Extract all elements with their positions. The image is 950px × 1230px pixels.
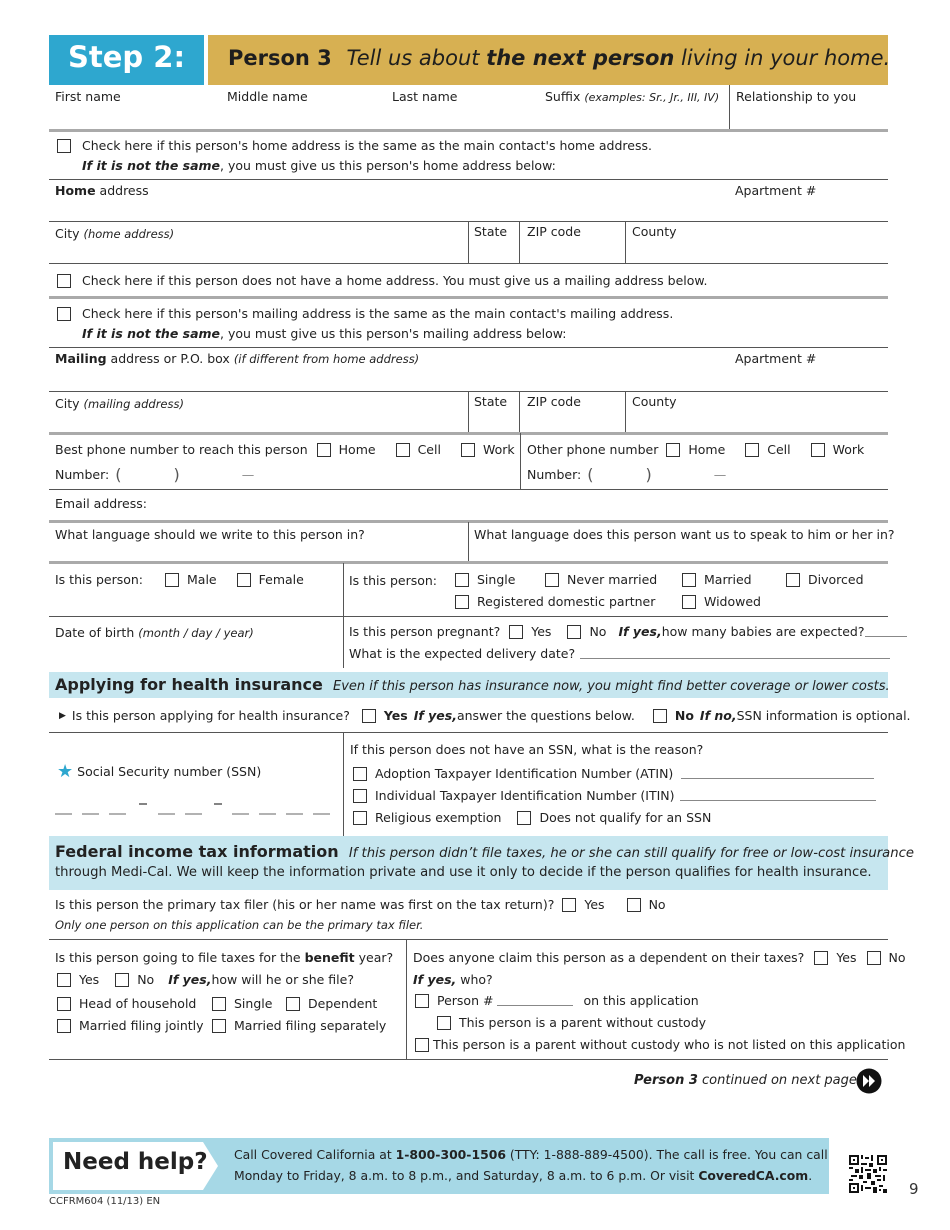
home-apartment-label: Apartment # (735, 183, 817, 198)
married-checkbox[interactable] (682, 573, 696, 587)
relationship-input-area[interactable] (731, 104, 888, 128)
on-application-label: on this application (583, 993, 699, 1008)
delivery-input[interactable] (580, 649, 890, 659)
person-number-checkbox[interactable] (415, 994, 429, 1008)
home-not-same-text: If it is not the same, you must give us this person's home address below: (82, 158, 556, 173)
mailing-same-row (57, 306, 673, 321)
star-icon: ★ (57, 761, 74, 782)
babies-input[interactable] (865, 627, 907, 637)
health-subtitle: Even if this person has insurance now, you might find better coverage or lower costs. (333, 679, 890, 694)
mailing-address-input[interactable] (49, 366, 888, 390)
claim-no-checkbox[interactable] (867, 951, 881, 965)
mailing-zip-label: ZIP code (527, 394, 581, 409)
step-label: Step 2: (68, 40, 186, 74)
hoh-checkbox[interactable] (57, 997, 71, 1011)
best-phone-work-label: Work (482, 442, 515, 457)
tagline-bold: the next person (486, 46, 675, 70)
help-line-2: Monday to Friday, 8 a.m. to 8 p.m., and Saturday, 8 a.m. to 6 p.m. Or visit CoveredCA.com. (234, 1168, 813, 1183)
pregnant-no-checkbox[interactable] (567, 625, 581, 639)
best-phone-number-input[interactable] (110, 462, 510, 486)
home-county-label: County (632, 224, 677, 239)
file-taxes-question: Is this person going to file taxes for the benefit year? (55, 950, 394, 965)
divider (49, 732, 888, 733)
divorced-option (786, 572, 864, 587)
best-phone-home-label: Home (338, 442, 376, 457)
religious-checkbox[interactable] (353, 811, 367, 825)
mailing-state-label: State (474, 394, 508, 409)
dob-input[interactable] (49, 642, 341, 666)
other-phone-cell-checkbox[interactable] (745, 443, 759, 457)
married-option (682, 572, 752, 587)
mailing-county-label: County (632, 394, 677, 409)
no-ssn-reason-label: If this person does not have an SSN, what is the reason? (350, 742, 704, 757)
other-phone-home-label: Home (688, 442, 726, 457)
tax-subtitle-1: If this person didn’t file taxes, he or she can still qualify for free or low-cost insurance (348, 846, 914, 861)
best-phone-number-label: Number: (55, 467, 110, 482)
best-phone-cell-checkbox[interactable] (396, 443, 410, 457)
widowed-option (682, 594, 761, 609)
speak-language-label: What language does this person want us to speak to him or her in? (474, 527, 895, 542)
home-address-input[interactable] (49, 198, 888, 220)
divider (49, 561, 888, 564)
file-yes-label: Yes (79, 972, 100, 987)
religious-option (353, 810, 711, 825)
home-state-label: State (474, 224, 508, 239)
divider (49, 296, 888, 299)
best-phone-label: Best phone number to reach this person (55, 442, 308, 457)
email-input[interactable] (150, 492, 888, 518)
person-number-label: Person # (437, 993, 494, 1008)
male-label: Male (187, 572, 217, 587)
never-married-checkbox[interactable] (545, 573, 559, 587)
divorced-label: Divorced (808, 572, 864, 587)
file-yes-checkbox[interactable] (57, 973, 71, 987)
applying-yes-checkbox[interactable] (362, 709, 376, 723)
applying-no-rest: SSN information is optional. (736, 708, 911, 723)
divider (625, 221, 626, 263)
primary-yes-checkbox[interactable] (562, 898, 576, 912)
no-home-row (57, 273, 707, 288)
mfj-option (57, 1018, 204, 1033)
delivery-row (349, 646, 890, 661)
health-title: Applying for health insurance (55, 675, 323, 694)
mfs-label: Married filing separately (234, 1018, 387, 1033)
ssn-label: Social Security number (SSN) (77, 764, 262, 779)
never-married-label: Never married (567, 572, 658, 587)
never-married-option (545, 572, 657, 587)
ssn-blanks (55, 798, 337, 818)
hoh-label: Head of household (79, 996, 197, 1011)
not-qualify-label: Does not qualify for an SSN (539, 810, 712, 825)
parent-not-listed-label: This person is a parent without custody who is not listed on this application (433, 1037, 906, 1052)
single-option (455, 572, 515, 587)
divider (49, 1059, 888, 1060)
divider (49, 263, 888, 264)
home-same-checkbox[interactable] (57, 139, 71, 153)
best-phone-home-checkbox[interactable] (317, 443, 331, 457)
person-number-input[interactable] (497, 996, 573, 1006)
how-file-label: how will he or she file? (211, 972, 354, 987)
write-language-label: What language should we write to this person in? (55, 527, 365, 542)
delivery-label: What is the expected delivery date? (349, 646, 576, 661)
divider (343, 733, 344, 836)
female-checkbox[interactable] (237, 573, 251, 587)
best-phone-row (55, 442, 515, 457)
atin-checkbox[interactable] (353, 767, 367, 781)
other-phone-number-input[interactable] (582, 462, 882, 486)
dependent-label: Dependent (308, 996, 378, 1011)
pregnant-if-yes: If yes, (618, 624, 662, 639)
not-qualify-checkbox[interactable] (517, 811, 531, 825)
applying-if-yes: If yes, (413, 708, 457, 723)
paren: ( (115, 465, 122, 484)
name-input-area[interactable] (49, 104, 729, 128)
widowed-checkbox[interactable] (682, 595, 696, 609)
form-code: CCFRM604 (11/13) EN (49, 1196, 161, 1207)
applying-row (59, 708, 911, 723)
itin-option (353, 788, 876, 803)
filing-single-label: Single (234, 996, 273, 1011)
divider (49, 179, 888, 180)
divider (729, 85, 730, 129)
home-same-text: Check here if this person's home address is the same as the main contact's home address. (82, 138, 652, 153)
other-phone-label: Other phone number (527, 442, 659, 457)
gender-label: Is this person: (55, 572, 144, 587)
tax-heading (55, 842, 914, 861)
mfs-checkbox[interactable] (212, 1019, 226, 1033)
tagline-post: living in your home. (674, 46, 891, 70)
pregnant-yes-checkbox[interactable] (509, 625, 523, 639)
home-zip-label: ZIP code (527, 224, 581, 239)
applying-yes-rest: answer the questions below. (456, 708, 635, 723)
babies-label: how many babies are expected? (661, 624, 865, 639)
mfs-option (212, 1018, 386, 1033)
male-checkbox[interactable] (165, 573, 179, 587)
dependent-claim-question: Does anyone claim this person as a dependent on their taxes? (413, 950, 805, 965)
dependent-checkbox[interactable] (286, 997, 300, 1011)
pregnant-yes-label: Yes (531, 624, 552, 639)
single-checkbox[interactable] (455, 573, 469, 587)
no-home-checkbox[interactable] (57, 274, 71, 288)
next-page-icon[interactable] (856, 1068, 882, 1094)
other-phone-work-label: Work (832, 442, 865, 457)
mailing-address-label: Mailing address or P.O. box (if different from home address) (55, 351, 420, 366)
divider (406, 940, 407, 1059)
mailing-apartment-label: Apartment # (735, 351, 817, 366)
dependent-claim-row (413, 950, 906, 965)
rdp-option (455, 594, 655, 609)
itin-checkbox[interactable] (353, 789, 367, 803)
applying-no-label: No (674, 708, 694, 723)
person-number: Person 3 (228, 46, 332, 70)
applying-yes-label: Yes (383, 708, 408, 723)
suffix-label: Suffix (examples: Sr., Jr., III, IV) (545, 89, 720, 104)
claim-yes-label: Yes (836, 950, 857, 965)
no-home-text: Check here if this person does not have a home address. You must give us a mailing address below. (82, 273, 708, 288)
atin-input[interactable] (681, 769, 874, 779)
pregnant-no-label: No (589, 624, 607, 639)
parent-not-listed-checkbox[interactable] (415, 1038, 429, 1052)
itin-label: Individual Taxpayer Identification Number (ITIN) (375, 788, 675, 803)
divider (49, 616, 888, 617)
file-no-label: No (137, 972, 155, 987)
primary-yes-label: Yes (584, 897, 605, 912)
parent-no-custody-label: This person is a parent without custody (459, 1015, 707, 1030)
divider (468, 522, 469, 562)
dob-label: Date of birth (month / day / year) (55, 625, 254, 640)
person-number-option (415, 993, 699, 1008)
home-same-row (57, 138, 652, 153)
site-link[interactable]: CoveredCA.com (698, 1168, 809, 1183)
tagline-pre: Tell us about (346, 46, 487, 70)
divider (49, 939, 888, 940)
filing-single-checkbox[interactable] (212, 997, 226, 1011)
applying-question: Is this person applying for health insurance? (71, 708, 350, 723)
paren: ( (587, 465, 594, 484)
qr-code (849, 1155, 887, 1193)
female-label: Female (258, 572, 304, 587)
religious-label: Religious exemption (375, 810, 502, 825)
mailing-same-text: Check here if this person's mailing address is the same as the main contact's mailing address. (82, 306, 674, 321)
last-name-label: Last name (392, 89, 458, 104)
file-no-checkbox[interactable] (115, 973, 129, 987)
divorced-checkbox[interactable] (786, 573, 800, 587)
health-heading (55, 675, 890, 694)
dash: — (713, 467, 727, 482)
tax-subtitle-2: through Medi-Cal. We will keep the information private and use it only to decide if the person qualifies for health insurance. (55, 865, 872, 880)
widowed-label: Widowed (704, 594, 761, 609)
pregnant-row (349, 624, 907, 639)
best-phone-cell-label: Cell (417, 442, 441, 457)
ssn-label-row (57, 761, 261, 782)
single-label: Single (477, 572, 516, 587)
best-phone-work-checkbox[interactable] (461, 443, 475, 457)
home-city-label: City (home address) (55, 226, 175, 241)
divider (49, 129, 888, 132)
claim-yes-checkbox[interactable] (814, 951, 828, 965)
applying-if-no: If no, (699, 708, 737, 723)
divider (468, 221, 469, 263)
primary-no-checkbox[interactable] (627, 898, 641, 912)
file-if-yes: If yes, (168, 972, 212, 987)
other-phone-cell-label: Cell (767, 442, 791, 457)
divider (519, 221, 520, 263)
tax-title: Federal income tax information (55, 842, 339, 861)
middle-name-label: Middle name (227, 89, 308, 104)
primary-filer-note: Only one person on this application can be the primary tax filer. (55, 918, 424, 932)
primary-no-label: No (648, 897, 666, 912)
filing-single-option (212, 996, 272, 1011)
applying-no-checkbox[interactable] (653, 709, 667, 723)
arrow-right-icon: ▶ (59, 710, 66, 721)
atin-label: Adoption Taxpayer Identification Number (ATIN) (375, 766, 674, 781)
mailing-not-same-text: If it is not the same, you must give us this person's mailing address below: (82, 326, 567, 341)
other-phone-home-checkbox[interactable] (666, 443, 680, 457)
parent-no-custody-checkbox[interactable] (437, 1016, 451, 1030)
header-title (228, 46, 890, 70)
who-label: If yes, who? (413, 972, 493, 987)
divider (49, 489, 888, 490)
dependent-option (286, 996, 377, 1011)
divider (49, 432, 888, 435)
divider (519, 391, 520, 433)
hoh-option (57, 996, 196, 1011)
continued-text: Person 3 continued on next page (634, 1073, 857, 1088)
mailing-same-checkbox[interactable] (57, 307, 71, 321)
atin-option (353, 766, 874, 781)
mfj-checkbox[interactable] (57, 1019, 71, 1033)
primary-filer-row (55, 897, 666, 912)
ssn-input[interactable] (55, 798, 337, 818)
help-line-1: Call Covered California at 1-800-300-1506 (TTY: 1-888-889-4500). The call is free. You can call (234, 1147, 828, 1162)
marital-label: Is this person: (349, 573, 438, 588)
relationship-label: Relationship to you (736, 89, 857, 104)
rdp-checkbox[interactable] (455, 595, 469, 609)
divider (625, 391, 626, 433)
pregnant-label: Is this person pregnant? (349, 624, 501, 639)
dash: — (241, 467, 255, 482)
divider (468, 391, 469, 433)
primary-filer-question: Is this person the primary tax filer (his or her name was first on the tax return)? (55, 897, 555, 912)
divider (49, 347, 888, 348)
page-number: 9 (909, 1180, 919, 1198)
other-phone-row (527, 442, 864, 457)
file-taxes-answer-row (57, 972, 354, 987)
paren: ) (645, 465, 652, 484)
help-title: Need help? (63, 1149, 208, 1175)
paren: ) (173, 465, 180, 484)
itin-input[interactable] (680, 791, 876, 801)
parent-no-custody-option (437, 1015, 706, 1030)
other-phone-work-checkbox[interactable] (811, 443, 825, 457)
mailing-city-label: City (mailing address) (55, 396, 184, 411)
mfj-label: Married filing jointly (79, 1018, 204, 1033)
home-address-label: Home address (55, 183, 149, 198)
rdp-label: Registered domestic partner (477, 594, 656, 609)
parent-not-listed-option (415, 1037, 905, 1052)
married-label: Married (704, 572, 752, 587)
claim-no-label: No (888, 950, 906, 965)
divider (520, 433, 521, 489)
email-label: Email address: (55, 496, 147, 511)
other-phone-number-label: Number: (527, 467, 582, 482)
first-name-label: First name (55, 89, 121, 104)
gender-row (55, 572, 304, 587)
